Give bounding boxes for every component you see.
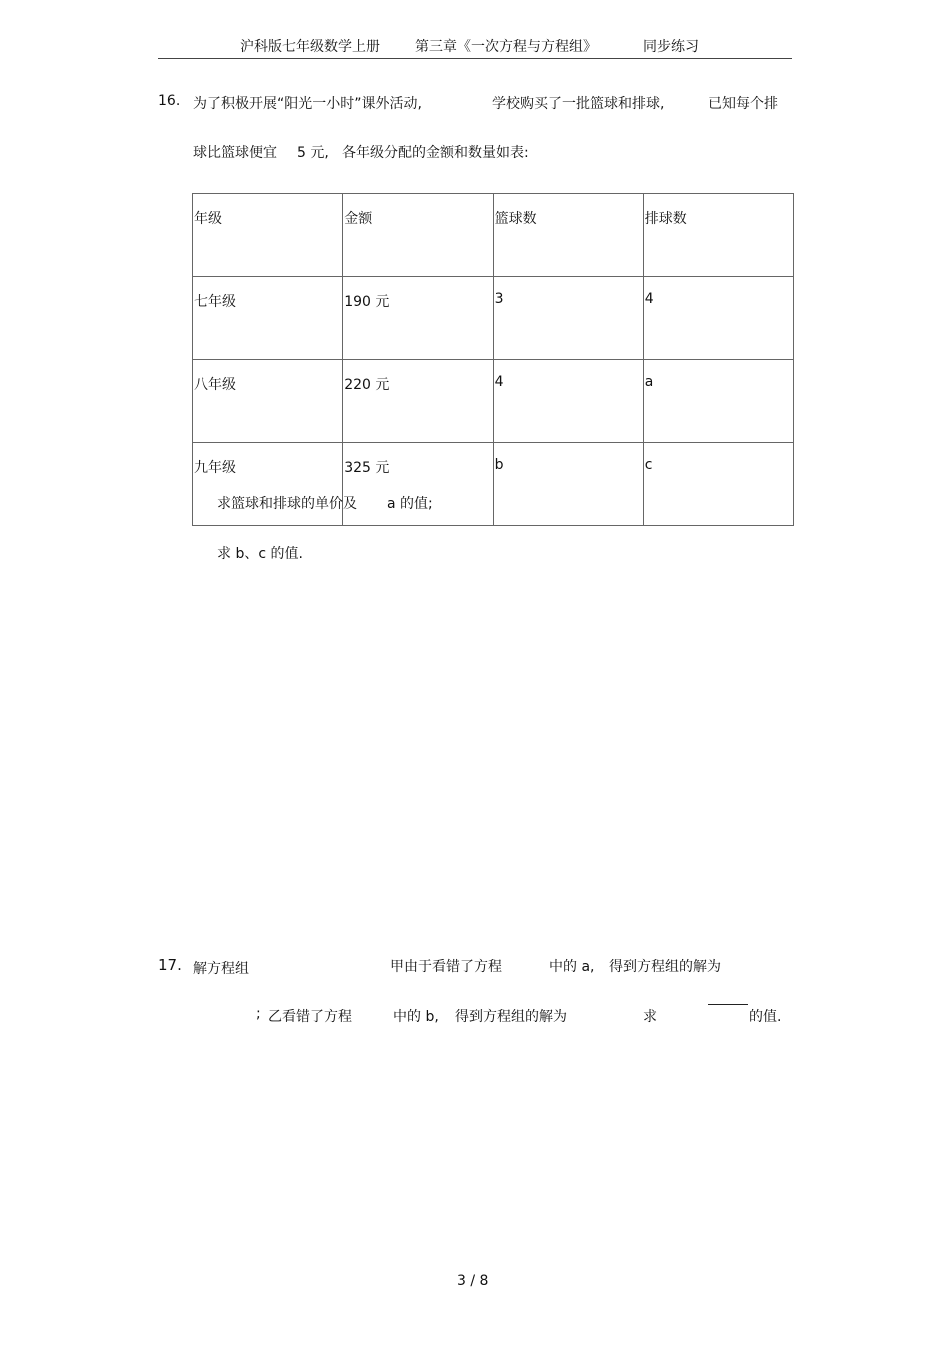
q16-line1-a: 为了积极开展“阳光一小时”课外活动, [193,96,422,112]
table-header-cell: 年级 [193,194,343,277]
table-cell: a [643,360,793,443]
table-cell: 八年级 [193,360,343,443]
q16-line2-b: 5 元, [297,145,329,161]
q16-part1-b: a 的值; [387,496,433,512]
q17-line1-a: 解方程组 [193,961,249,977]
q17-line1-d: 得到方程组的解为 [609,959,721,975]
table-cell: c [643,443,793,526]
table-cell: 3 [493,277,643,360]
q17-line2-a: ; [256,1006,261,1022]
table-row [193,443,794,526]
q16-table [192,193,794,526]
q16-line1-b: 学校购买了一批篮球和排球, [492,96,665,112]
q17-line1-c: 中的 a, [549,959,595,975]
table-cell: 九年级 [193,443,343,526]
q16-line2-a: 球比篮球便宜 [193,145,277,161]
table-row [193,360,794,443]
q16-part2: 求 b、c 的值. [217,546,303,562]
q17-line2-b: 乙看错了方程 [268,1009,352,1025]
table-header-row [193,194,794,277]
header-book: 沪科版七年级数学上册 [240,39,380,55]
table-cell: 4 [643,277,793,360]
fraction-bar [708,1004,748,1005]
q16-line1-c: 已知每个排 [708,96,778,112]
table-cell: 190 元 [343,277,493,360]
table-cell: 七年级 [193,277,343,360]
page-number: 3 / 8 [457,1273,489,1289]
q17-line2-f: 的值. [749,1009,782,1025]
table-cell: 220 元 [343,360,493,443]
q16-part1-a: 求篮球和排球的单价及 [217,496,357,512]
q17-line2-d: 得到方程组的解为 [455,1009,567,1025]
q17-line2-e: 求 [643,1009,657,1025]
q17-line1-b: 甲由于看错了方程 [390,959,502,975]
table-cell: b [493,443,643,526]
table-header-cell: 排球数 [643,194,793,277]
table-cell: 325 元 [343,443,493,526]
table-cell: 4 [493,360,643,443]
q16-number: 16. [158,93,181,109]
q16-line2-c: 各年级分配的金额和数量如表: [342,145,529,161]
table-header-cell: 金额 [343,194,493,277]
table-row [193,277,794,360]
q17-line2-c: 中的 b, [393,1009,439,1025]
table-header-cell: 篮球数 [493,194,643,277]
header-section: 同步练习 [643,39,699,55]
page-header [158,34,792,59]
header-chapter: 第三章《一次方程与方程组》 [415,39,597,55]
q17-number: 17. [158,956,182,974]
